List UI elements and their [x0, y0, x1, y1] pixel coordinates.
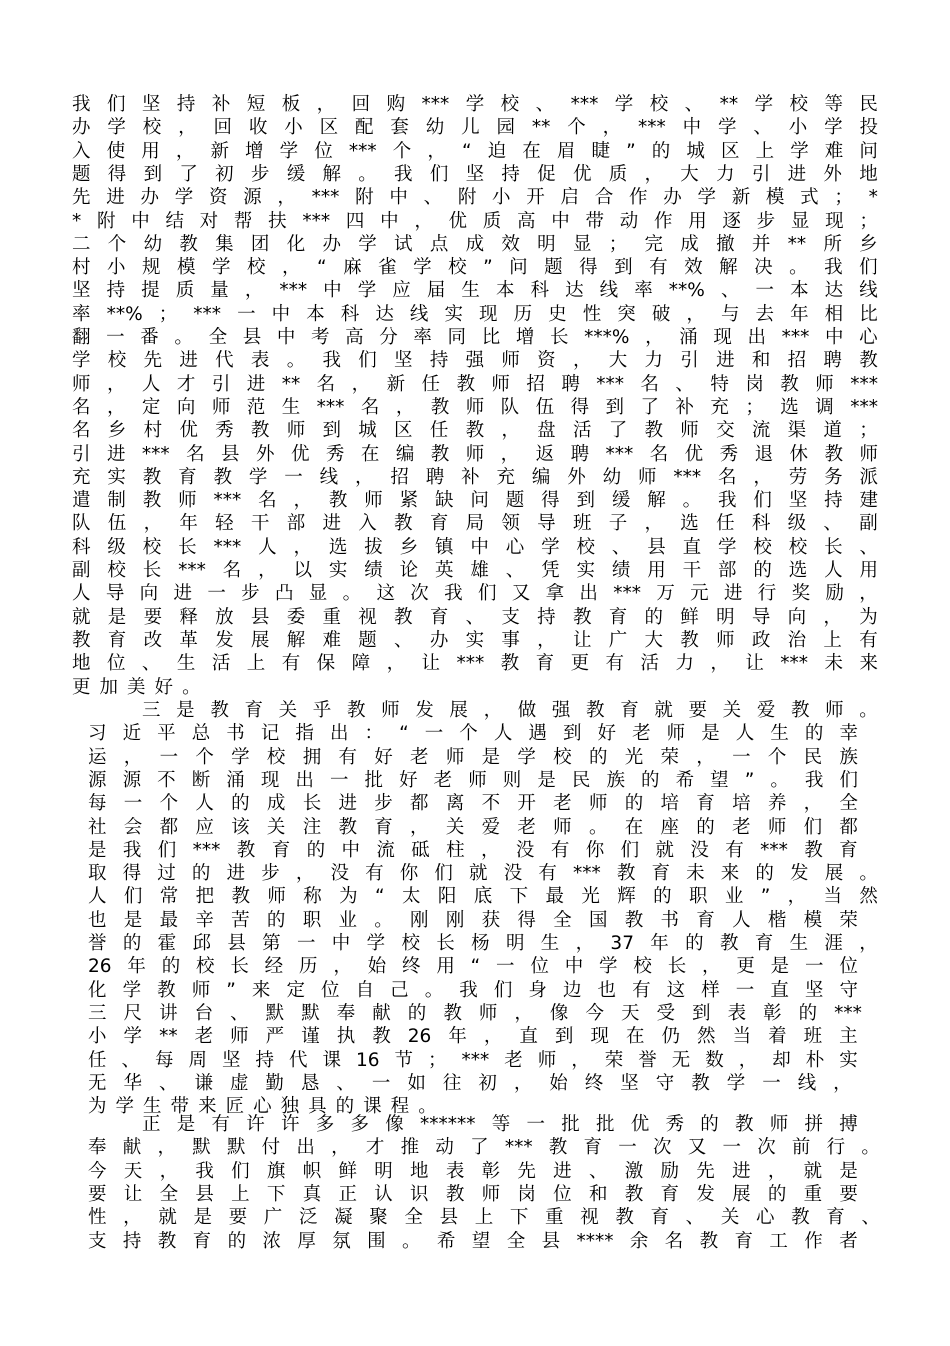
text-line: 教 育 改 革 发 展 解 难 题 、 办 实 事 ， 让 广 大 教 师 政 治 上 有: [72, 629, 878, 651]
text-line: 更 加 美 好 。: [72, 676, 201, 698]
text-line: 任 、 每 周 坚 持 代 课 16 节 ； *** 老 师 ， 荣 誉 无 数 ， 却 朴 实: [88, 1049, 858, 1071]
text-line: 誉 的 霍 邱 县 第 一 中 学 校 长 杨 明 生 ， 37 年 的 教 育 生 涯 ，: [88, 933, 878, 954]
text-line: 无 华 、 谦 虚 勤 恳 、 一 如 往 初 ， 始 终 坚 守 教 学 一 线 ，: [88, 1072, 852, 1094]
text-line: 就 是 要 释 放 县 委 重 视 教 育 、 支 持 教 育 的 鲜 明 导 向 ， 为: [72, 606, 878, 628]
text-line: 率 **% ； *** 一 中 本 科 达 线 实 现 历 史 性 突 破 ， 与 去 年 相 比: [72, 303, 878, 325]
text-line: 三 是 教 育 关 乎 教 师 发 展 ， 做 强 教 育 就 要 关 爱 教 师 。: [142, 700, 878, 721]
text-line: 人 们 常 把 教 师 称 为 “ 太 阳 底 下 最 光 辉 的 职 业 ” ， 当 然: [88, 886, 878, 908]
text-line: 副 校 长 *** 名 ， 以 实 绩 论 英 雄 、 凭 实 绩 用 干 部 的 选 人 用: [72, 560, 878, 581]
text-line: 充 实 教 育 教 学 一 线 ， 招 聘 补 充 编 外 幼 师 *** 名 ， 劳 务 派: [72, 466, 878, 488]
text-line: 支 持 教 育 的 浓 厚 氛 围 。 希 望 全 县 **** 余 名 教 育 工 作 者: [88, 1230, 858, 1252]
text-line: * 附 中 结 对 帮 扶 *** 四 中 ， 优 质 高 中 带 动 作 用 逐 步 显 现 ；: [72, 210, 878, 232]
text-line: 我 们 坚 持 补 短 板 ， 回 购 *** 学 校 、 *** 学 校 、 ** 学 校 等 民: [72, 94, 878, 115]
text-line: 队 伍 ， 年 轻 干 部 进 入 教 育 局 领 导 班 子 ， 选 任 科 级 、 副: [72, 513, 878, 535]
text-line: 遣 制 教 师 *** 名 ， 教 师 紧 缺 问 题 得 到 缓 解 。 我 们 坚 持 建: [72, 490, 878, 512]
text-line: 今 天 ， 我 们 旗 帜 鲜 明 地 表 彰 先 进 、 激 励 先 进 ， 就 是: [88, 1160, 858, 1182]
text-line: 翻 一 番 。 全 县 中 考 高 分 率 同 比 增 长 ***% ， 涌 现 出 *** 中 心: [72, 327, 878, 348]
text-line: 习 近 平 总 书 记 指 出 ： “ 一 个 人 遇 到 好 老 师 是 人 生 的 幸: [88, 723, 858, 745]
text-line: 二 个 幼 教 集 团 化 办 学 试 点 成 效 明 显 ； 完 成 撤 并 ** 所 乡: [72, 233, 878, 255]
text-line: 地 位 、 生 活 上 有 保 障 ， 让 *** 教 育 更 有 活 力 ， 让 *** 未 来: [72, 653, 878, 675]
text-line: 小 学 ** 老 师 严 谨 执 教 26 年 ， 直 到 现 在 仍 然 当 着 班 主: [88, 1026, 858, 1048]
text-line: 取 得 过 的 进 步 ， 没 有 你 们 就 没 有 *** 教 育 未 来 的 发 展 。: [88, 863, 878, 885]
text-line: 奉 献 ， 默 默 付 出 ， 才 推 动 了 *** 教 育 一 次 又 一 次 前 行 。: [88, 1137, 880, 1159]
text-line: 是 我 们 *** 教 育 的 中 流 砥 柱 ， 没 有 你 们 就 没 有 *** 教 育: [88, 839, 858, 861]
text-line: 每 一 个 人 的 成 长 进 步 都 离 不 开 老 师 的 培 育 培 养 ， 全: [88, 793, 858, 815]
text-line: 正 是 有 许 许 多 多 像 ****** 等 一 批 批 优 秀 的 教 师 拼 搏: [142, 1114, 858, 1135]
text-line: 运 ， 一 个 学 校 拥 有 好 老 师 是 学 校 的 光 荣 ， 一 个 民 族: [88, 746, 858, 768]
text-line: 26 年 的 校 长 经 历 ， 始 终 用 “ 一 位 中 学 校 长 ， 更 是 一 位: [88, 956, 858, 978]
text-line: 源 源 不 断 涌 现 出 一 批 好 老 师 则 是 民 族 的 希 望 ” 。 我 们: [88, 769, 858, 791]
text-line: 坚 持 提 质 量 ， *** 中 学 应 届 生 本 科 达 线 率 **% 、 一 本 达 线: [72, 280, 878, 302]
text-line: 为 学 生 带 来 匠 心 独 具 的 课 程 。: [88, 1096, 437, 1118]
text-line: 师 ， 人 才 引 进 ** 名 ， 新 任 教 师 招 聘 *** 名 、 特 岗 教 师 ***: [72, 373, 878, 395]
text-line: 题 得 到 了 初 步 缓 解 。 我 们 坚 持 促 优 质 ， 大 力 引 进 外 地: [72, 163, 878, 185]
text-line: 办 学 校 ， 回 收 小 区 配 套 幼 儿 园 ** 个 ， *** 中 学 、 小 学 投: [72, 117, 878, 139]
text-line: 学 校 先 进 代 表 。 我 们 坚 持 强 师 资 ， 大 力 引 进 和 招 聘 教: [72, 350, 878, 372]
text-line: 也 是 最 辛 苦 的 职 业 。 刚 刚 获 得 全 国 教 书 育 人 楷 模 荣: [88, 909, 858, 931]
text-line: 科 级 校 长 *** 人 ， 选 拔 乡 镇 中 心 学 校 、 县 直 学 校 校 长 、: [72, 536, 878, 558]
text-line: 人 导 向 进 一 步 凸 显 。 这 次 我 们 又 拿 出 *** 万 元 进 行 奖 励 ，: [72, 583, 878, 605]
text-line: 名 ， 定 向 师 范 生 *** 名 ， 教 师 队 伍 得 到 了 补 充 ； 选 调 ***: [72, 396, 878, 418]
text-line: 三 尺 讲 台 、 默 默 奉 献 的 教 师 ， 像 今 天 受 到 表 彰 的 ***: [88, 1002, 862, 1024]
text-line: 名 乡 村 优 秀 教 师 到 城 区 任 教 ， 盘 活 了 教 师 交 流 渠 道 ；: [72, 420, 878, 442]
text-line: 要 让 全 县 上 下 真 正 认 识 教 师 岗 位 和 教 育 发 展 的 重 要: [88, 1183, 858, 1205]
text-line: 引 进 *** 名 县 外 优 秀 在 编 教 师 ， 返 聘 *** 名 优 秀 退 休 教 师: [72, 443, 878, 465]
text-line: 性 ， 就 是 要 广 泛 凝 聚 全 县 上 下 重 视 教 育 、 关 心 教 育 、: [88, 1207, 880, 1229]
text-line: 社 会 都 应 该 关 注 教 育 ， 关 爱 老 师 。 在 座 的 老 师 们 都: [88, 816, 858, 838]
text-line: 入 使 用 ， 新 增 学 位 *** 个 ， “ 迫 在 眉 睫 ” 的 城 区 上 学 难 问: [72, 140, 878, 162]
text-line: 村 小 规 模 学 校 ， “ 麻 雀 学 校 ” 问 题 得 到 有 效 解 决 。 我 们: [72, 257, 878, 279]
text-line: 化 学 教 师 ” 来 定 位 自 己 。 我 们 身 边 也 有 这 样 一 直 坚 守: [88, 979, 858, 1001]
text-line: 先 进 办 学 资 源 ， *** 附 中 、 附 小 开 启 合 作 办 学 新 模 式 ； *: [72, 187, 878, 209]
